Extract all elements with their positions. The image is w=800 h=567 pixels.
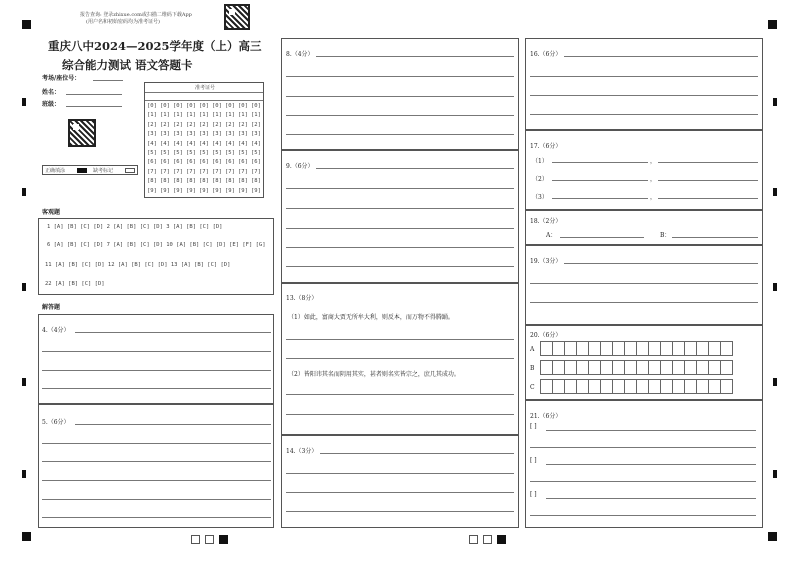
digit-bubble[interactable]: [4] xyxy=(173,140,183,147)
q13-sentence-1: （1）如此，富商大贾无所牟大利，则反本，而万物不得腾踊。 xyxy=(288,314,454,321)
admission-number-label: 准考证号 xyxy=(195,85,216,91)
timing-mark xyxy=(773,470,777,478)
corner-mark-bottom-right xyxy=(768,532,777,541)
timing-mark xyxy=(773,188,777,196)
objective-row[interactable]: 1 [A] [B] [C] [D] 2 [A] [B] [C] [D] 3 [A] [B] [C] [D] xyxy=(47,224,223,230)
comma: ， xyxy=(650,194,657,201)
comma: ， xyxy=(650,176,657,183)
q16-label: 16.（6分） xyxy=(530,51,562,58)
digit-bubble[interactable]: [8] xyxy=(238,178,248,185)
digit-bubble[interactable]: [2] xyxy=(186,121,196,128)
q13-answer-box[interactable] xyxy=(281,283,519,435)
q21-bracket-2[interactable]: [ ] xyxy=(530,457,537,464)
page-title xyxy=(48,38,262,73)
q20-row-c-label: C xyxy=(530,384,535,391)
digit-bubble[interactable]: [7] xyxy=(251,168,261,175)
app-qr-code xyxy=(224,4,250,30)
digit-bubble[interactable]: [3] xyxy=(147,131,157,138)
timing-mark xyxy=(773,98,777,106)
digit-bubble[interactable]: [0] xyxy=(186,103,196,109)
q18-label: 18.（2分） xyxy=(530,218,562,225)
digit-bubble[interactable]: [4] xyxy=(199,140,209,147)
digit-bubble[interactable]: [5] xyxy=(147,150,157,156)
q13-label: 13.（8分） xyxy=(286,295,318,302)
q20-row-b-label: B xyxy=(530,365,535,372)
timing-mark xyxy=(773,283,777,291)
name-field[interactable] xyxy=(66,94,122,95)
digit-bubble[interactable]: [4] xyxy=(160,140,170,147)
q21-answer-box[interactable] xyxy=(525,400,763,528)
digit-bubble[interactable]: [9] xyxy=(186,187,196,194)
objective-section-title: 客观题 xyxy=(42,209,61,216)
digit-bubble[interactable]: [2] xyxy=(225,121,235,128)
digit-bubble[interactable]: [9] xyxy=(173,187,183,194)
answers-section-title: 解答题 xyxy=(42,304,61,311)
fill-legend xyxy=(42,165,138,175)
digit-bubble[interactable]: [2] xyxy=(160,121,170,128)
digit-bubble[interactable]: [7] xyxy=(147,168,157,175)
digit-bubble[interactable]: [5] xyxy=(199,150,209,156)
digit-bubble[interactable]: [4] xyxy=(186,140,196,147)
q16-answer-box[interactable] xyxy=(525,38,763,130)
q17-item-3: （3） xyxy=(532,194,548,201)
q21-bracket-1[interactable]: [ ] xyxy=(530,423,537,430)
digit-bubble[interactable]: [3] xyxy=(173,131,183,138)
char-cell[interactable] xyxy=(720,360,733,375)
title-line-2: 综合能力测试 语文答题卡 xyxy=(62,58,193,72)
q20-row-a-label: A xyxy=(530,346,535,353)
digit-bubble[interactable]: [0] xyxy=(199,103,209,109)
digit-bubble[interactable]: [9] xyxy=(225,187,235,194)
digit-bubble[interactable]: [7] xyxy=(160,168,170,175)
digit-bubble[interactable]: [6] xyxy=(199,159,209,166)
digit-bubble[interactable]: [6] xyxy=(160,159,170,166)
digit-bubble[interactable]: [3] xyxy=(199,131,209,138)
timing-mark xyxy=(773,378,777,386)
timing-mark xyxy=(22,470,26,478)
digit-bubble[interactable]: [8] xyxy=(199,178,209,185)
digit-bubble[interactable]: [4] xyxy=(251,140,261,147)
digit-bubble[interactable]: [1] xyxy=(173,112,183,119)
page-mark-filled xyxy=(497,535,506,544)
digit-bubble[interactable]: [7] xyxy=(225,168,235,175)
q20-row-c-grid[interactable] xyxy=(540,379,732,394)
q4-label: 4.（4分） xyxy=(42,327,70,334)
q21-bracket-3[interactable]: [ ] xyxy=(530,491,537,498)
page-mark-box xyxy=(191,535,200,544)
objective-row[interactable]: 6 [A] [B] [C] [D] 7 [A] [B] [C] [D] 10 [A] [B] [C] [D] [E] [F] [G] xyxy=(47,242,266,248)
digit-bubble[interactable]: [0] xyxy=(147,103,157,109)
digit-bubble[interactable]: [3] xyxy=(212,131,222,138)
corner-mark-bottom-left xyxy=(22,532,31,541)
digit-bubble[interactable]: [8] xyxy=(251,178,261,185)
digit-bubble[interactable]: [7] xyxy=(238,168,248,175)
digit-bubble[interactable]: [1] xyxy=(212,112,222,119)
q17-label: 17.（6分） xyxy=(530,143,562,150)
digit-bubble[interactable]: [6] xyxy=(212,159,222,166)
digit-bubble[interactable]: [5] xyxy=(251,150,261,156)
corner-mark-top-left xyxy=(22,20,31,29)
admission-number-box xyxy=(144,82,264,198)
digit-bubble[interactable]: [8] xyxy=(186,178,196,185)
digit-bubble[interactable]: [3] xyxy=(186,131,196,138)
page-mark-box xyxy=(483,535,492,544)
digit-bubble[interactable]: [5] xyxy=(238,150,248,156)
digit-bubble[interactable]: [0] xyxy=(160,103,170,109)
class-field[interactable] xyxy=(66,106,122,107)
correct-fill-label: 正确填涂 xyxy=(45,168,66,174)
q17-item-1: （1） xyxy=(532,158,548,165)
digit-bubble[interactable]: [1] xyxy=(199,112,209,119)
digit-bubble[interactable]: [5] xyxy=(173,150,183,156)
comma: ， xyxy=(650,158,657,165)
digit-bubble[interactable]: [4] xyxy=(238,140,248,147)
notice-line-1: 报告查询: 登录zhixue.com或扫描二维码下载App xyxy=(80,12,192,18)
q13-sentence-2: （2）皆阳讳其名而阴用其实，甚者则名实皆宗之，庶几其成功。 xyxy=(288,371,460,378)
timing-mark xyxy=(22,378,26,386)
digit-bubble[interactable]: [2] xyxy=(251,121,261,128)
objective-row[interactable]: 11 [A] [B] [C] [D] 12 [A] [B] [C] [D] 13 [A] [B] [C] [D] xyxy=(45,262,231,268)
exam-room-label: 考场/座位号： xyxy=(42,75,81,82)
exam-room-field[interactable] xyxy=(93,80,123,81)
digit-bubble[interactable]: [1] xyxy=(251,112,261,119)
report-notice xyxy=(80,11,192,25)
digit-bubble[interactable]: [5] xyxy=(212,150,222,156)
digit-bubble[interactable]: [2] xyxy=(199,121,209,128)
q18-b-label: B： xyxy=(660,232,671,239)
digit-bubble[interactable]: [0] xyxy=(251,103,261,109)
digit-bubble[interactable]: [6] xyxy=(186,159,196,166)
digit-bubble[interactable]: [8] xyxy=(160,178,170,185)
digit-bubble[interactable]: [7] xyxy=(186,168,196,175)
digit-bubble[interactable]: [3] xyxy=(225,131,235,138)
q20-label: 20.（6分） xyxy=(530,332,562,339)
digit-bubble[interactable]: [3] xyxy=(251,131,261,138)
digit-bubble[interactable]: [6] xyxy=(251,159,261,166)
q20-row-b-grid[interactable] xyxy=(540,360,732,375)
digit-bubble[interactable]: [8] xyxy=(147,178,157,185)
notice-line-2: (用户名和初始密码均为准考证号) xyxy=(86,19,160,25)
digit-bubble[interactable]: [0] xyxy=(173,103,183,109)
digit-bubble[interactable]: [5] xyxy=(225,150,235,156)
q17-item-2: （2） xyxy=(532,176,548,183)
digit-bubble[interactable]: [9] xyxy=(199,187,209,194)
digit-bubble[interactable]: [3] xyxy=(238,131,248,138)
q8-label: 8.（4分） xyxy=(286,51,314,58)
q20-row-a-grid[interactable] xyxy=(540,341,732,356)
q18-answer-box[interactable] xyxy=(525,210,763,245)
timing-mark xyxy=(22,283,26,291)
digit-bubble[interactable]: [5] xyxy=(186,150,196,156)
title-line-1: 重庆八中2024—2025学年度（上）高三 xyxy=(48,39,262,53)
timing-mark xyxy=(22,98,26,106)
digit-bubble[interactable]: [8] xyxy=(212,178,222,185)
digit-bubble[interactable]: [6] xyxy=(225,159,235,166)
class-label: 班级： xyxy=(42,101,61,108)
digit-bubble[interactable]: [1] xyxy=(160,112,170,119)
digit-bubble[interactable]: [4] xyxy=(212,140,222,147)
q9-label: 9.（6分） xyxy=(286,163,314,170)
digit-bubble[interactable]: [5] xyxy=(160,150,170,156)
correct-fill-sample xyxy=(77,168,87,173)
objective-answer-box xyxy=(38,218,274,295)
char-cell[interactable] xyxy=(720,341,733,356)
q5-answer-box[interactable] xyxy=(38,404,274,528)
digit-bubble[interactable]: [9] xyxy=(238,187,248,194)
q9-answer-box[interactable] xyxy=(281,150,519,283)
digit-bubble[interactable]: [7] xyxy=(212,168,222,175)
digit-bubble[interactable]: [0] xyxy=(225,103,235,109)
q14-label: 14.（3分） xyxy=(286,448,318,455)
digit-bubble[interactable]: [1] xyxy=(225,112,235,119)
digit-bubble[interactable]: [1] xyxy=(147,112,157,119)
q18-a-label: A： xyxy=(546,232,557,239)
digit-bubble[interactable]: [9] xyxy=(251,187,261,194)
digit-bubble[interactable]: [2] xyxy=(173,121,183,128)
char-cell[interactable] xyxy=(720,379,733,394)
digit-bubble[interactable]: [0] xyxy=(238,103,248,109)
digit-bubble[interactable]: [8] xyxy=(173,178,183,185)
page-mark-filled xyxy=(219,535,228,544)
digit-bubble[interactable]: [2] xyxy=(212,121,222,128)
digit-bubble[interactable]: [4] xyxy=(147,140,157,147)
page-mark-box xyxy=(205,535,214,544)
timing-mark xyxy=(22,188,26,196)
digit-bubble[interactable]: [4] xyxy=(225,140,235,147)
digit-bubble[interactable]: [9] xyxy=(147,187,157,194)
digit-bubble[interactable]: [2] xyxy=(238,121,248,128)
q8-answer-box[interactable] xyxy=(281,38,519,150)
absent-mark-label: 缺考标记 xyxy=(93,168,114,174)
digit-bubble[interactable]: [3] xyxy=(160,131,170,138)
page-mark-box xyxy=(469,535,478,544)
digit-bubble[interactable]: [0] xyxy=(212,103,222,109)
q17-answer-box[interactable] xyxy=(525,130,763,210)
digit-bubble[interactable]: [7] xyxy=(173,168,183,175)
q20-answer-box[interactable] xyxy=(525,325,763,400)
q5-label: 5.（6分） xyxy=(42,419,70,426)
digit-bubble[interactable]: [6] xyxy=(173,159,183,166)
digit-bubble[interactable]: [1] xyxy=(186,112,196,119)
q21-label: 21.（6分） xyxy=(530,413,562,420)
q19-label: 19.（3分） xyxy=(530,258,562,265)
digit-bubble[interactable]: [1] xyxy=(238,112,248,119)
name-label: 姓名： xyxy=(42,89,61,96)
corner-mark-top-right xyxy=(768,20,777,29)
digit-bubble[interactable]: [9] xyxy=(212,187,222,194)
digit-bubble[interactable]: [2] xyxy=(147,121,157,128)
student-qr-code xyxy=(68,119,96,147)
digit-bubble[interactable]: [9] xyxy=(160,187,170,194)
digit-bubble[interactable]: [8] xyxy=(225,178,235,185)
digit-bubble[interactable]: [6] xyxy=(147,159,157,166)
q19-answer-box[interactable] xyxy=(525,245,763,325)
q14-answer-box[interactable] xyxy=(281,435,519,528)
digit-bubble[interactable]: [7] xyxy=(199,168,209,175)
digit-bubble[interactable]: [6] xyxy=(238,159,248,166)
objective-row[interactable]: 22 [A] [B] [C] [D] xyxy=(45,281,105,287)
absent-mark-checkbox[interactable] xyxy=(125,168,135,173)
q4-answer-box[interactable] xyxy=(38,314,274,404)
